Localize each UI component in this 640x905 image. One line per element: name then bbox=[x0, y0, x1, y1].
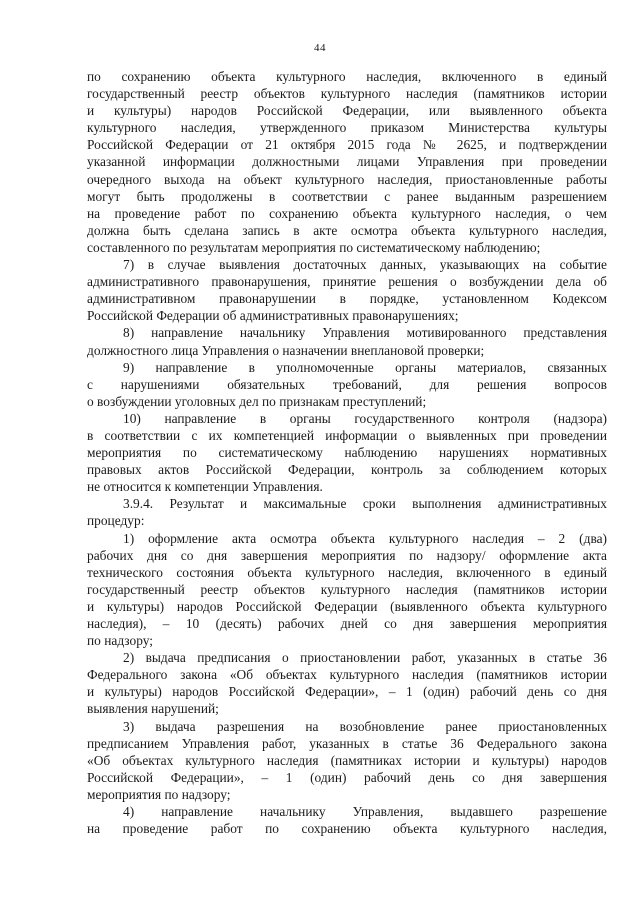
text-line: Федерального закона «Об объектах культурного наследия (памятников истории bbox=[87, 667, 607, 683]
text-line: мероприятия по систематическому наблюдению нарушениях нормативных bbox=[87, 445, 607, 461]
text-line: 2) выдача предписания о приостановлении работ, указанных в статье 36 bbox=[123, 650, 607, 666]
text-line: 3.9.4. Результат и максимальные сроки выполнения административных bbox=[123, 496, 607, 512]
text-line: технического состояния объекта культурного наследия, включенного в единый bbox=[87, 564, 607, 580]
text-line: Российской Федерации от 21 октября 2015 года № 2625, и подтверждении bbox=[87, 137, 607, 153]
text-line: 10) направление в органы государственного контроля (надзора) bbox=[123, 410, 607, 426]
text-line: указанной информации должностными лицами Управления при проведении bbox=[87, 154, 607, 170]
page-number: 44 bbox=[314, 42, 326, 54]
text-line: предписанием Управления работ, указанных в статье 36 Федерального закона bbox=[87, 735, 607, 751]
text-line: 1) оформление акта осмотра объекта культурного наследия – 2 (два) bbox=[123, 530, 607, 546]
text-line: 7) в случае выявления достаточных данных, указывающих на событие bbox=[123, 257, 607, 273]
text-line: не относится к компетенции Управления. bbox=[87, 479, 323, 495]
text-line: могут быть продолжены в соответствии с ранее выданным разрешением bbox=[87, 188, 607, 204]
text-line: и культуры) народов Российской Федерации (выявленного объекта культурного bbox=[87, 598, 607, 614]
text-line: с нарушениями обязательных требований, для решения вопросов bbox=[87, 376, 607, 392]
text-line: правовых актов Российской Федерации, контроль за соблюдением которых bbox=[87, 462, 607, 478]
text-line: наследия), – 10 (десять) рабочих дней со дня завершения мероприятия bbox=[87, 616, 607, 631]
text-line: в соответствии с их компетенцией информации о выявленных при проведении bbox=[87, 427, 607, 443]
text-line: процедур: bbox=[87, 513, 145, 529]
text-line: «Об объектах культурного наследия (памятниках истории и культуры) народов bbox=[87, 752, 607, 768]
text-line: 3) выдача разрешения на возобновление ранее приостановленных bbox=[123, 718, 607, 734]
text-line: на проведение работ по сохранению объекта культурного наследия, bbox=[87, 821, 607, 837]
text-line: на проведение работ по сохранению объекта культурного наследия, о чем bbox=[87, 205, 607, 221]
document-body bbox=[87, 68, 607, 837]
text-line: культурного наследия, утвержденного приказом Министерства культуры bbox=[87, 120, 607, 136]
text-line: о возбуждении уголовных дел по признакам преступлений; bbox=[87, 393, 427, 409]
text-line: по сохранению объекта культурного наследия, включенного в единый bbox=[87, 69, 607, 84]
text-line: мероприятия по надзору; bbox=[87, 786, 231, 802]
text-line: составленного по результатам мероприятия по систематическому наблюдению; bbox=[87, 239, 541, 255]
text-line: 9) направление в уполномоченные органы материалов, связанных bbox=[123, 359, 607, 375]
text-line: и культуры) народов Российской Федерации, или выявленного объекта bbox=[87, 103, 607, 119]
text-line: Российской Федерации», – 1 (один) рабочий день со дня завершения bbox=[87, 769, 607, 785]
text-line: выявления нарушений; bbox=[87, 701, 219, 717]
text-line: должностного лица Управления о назначении внеплановой проверки; bbox=[87, 342, 485, 358]
text-line: государственный реестр объектов культурного наследия (памятников истории bbox=[87, 581, 607, 597]
text-line: государственный реестр объектов культурного наследия (памятников истории bbox=[87, 86, 607, 102]
text-line: должна быть сделана запись в акте осмотра объекта культурного наследия, bbox=[87, 222, 607, 238]
text-line: 4) направление начальнику Управления, выдавшего разрешение bbox=[123, 804, 607, 820]
text-line: рабочих дня со дня завершения мероприятия по надзору/ оформление акта bbox=[87, 547, 607, 563]
text-line: очередного выхода на объект культурного наследия, приостановленные работы bbox=[87, 171, 607, 187]
text-line: административном правонарушении в порядке, установленном Кодексом bbox=[87, 291, 607, 307]
text-line: и культуры) народов Российской Федерации», – 1 (один) рабочий день со дня bbox=[87, 684, 607, 700]
text-line: административного правонарушения, принятие решения о возбуждении дела об bbox=[87, 274, 607, 290]
text-line: по надзору; bbox=[87, 633, 153, 649]
text-line: 8) направление начальнику Управления мотивированного представления bbox=[123, 325, 607, 341]
text-line: Российской Федерации об административных правонарушениях; bbox=[87, 308, 459, 324]
